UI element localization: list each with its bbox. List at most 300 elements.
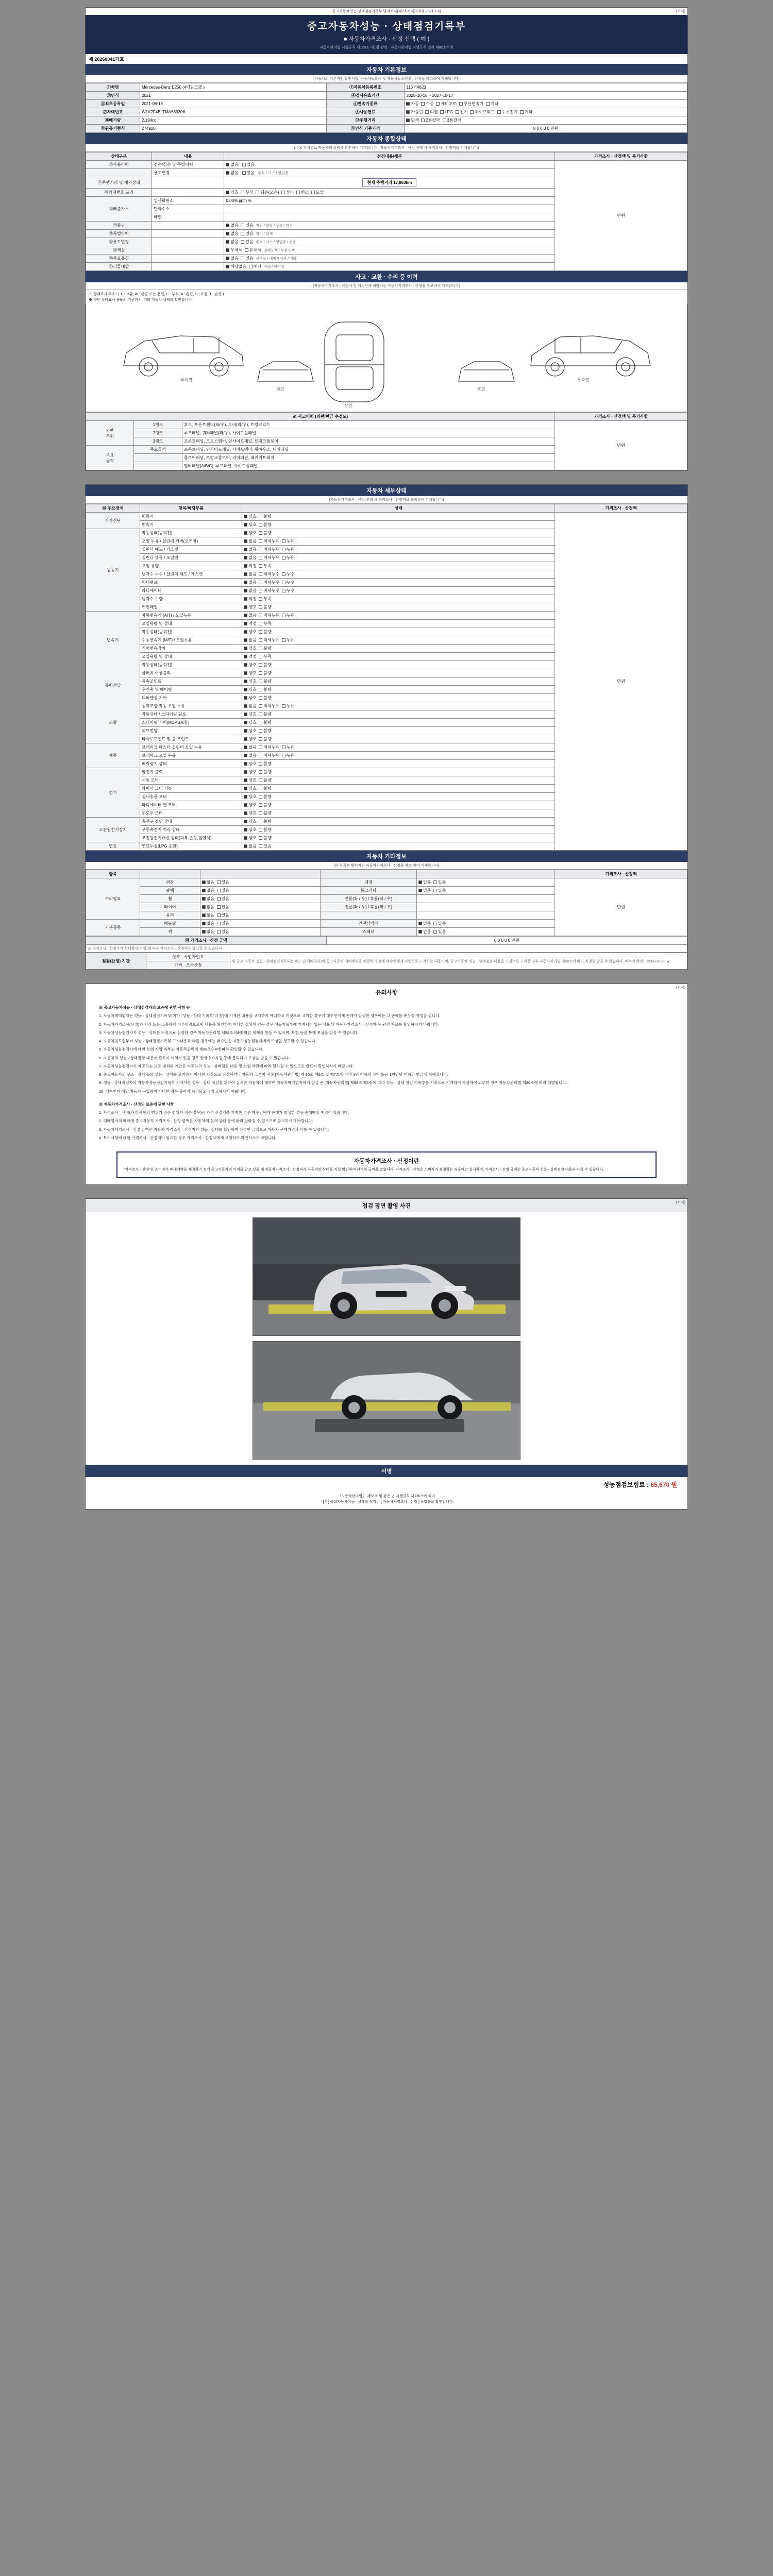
chk-불량[interactable]: 불량 (259, 630, 274, 634)
notice-item-1-2: 3. 자동차성능점검자가 성능 · 상태를 거짓으로 점검한 경우 자동차관리법 제58조의4에 따른 제재를 받을 수 있으며, 보험 등을 통해 보상을 받을 수 있습니다. (99, 1030, 359, 1035)
chk-양호[interactable]: 양호 (244, 630, 259, 634)
detail-item-5-0: 브레이크 마스터 실린더 오일 누유 (140, 743, 242, 752)
chk-미세누유[interactable]: 미세누유 (259, 539, 281, 544)
chk-불량[interactable]: 불량 (259, 514, 274, 519)
chk-누수[interactable]: 누수 (282, 588, 297, 593)
overall-detail-6 (224, 213, 555, 222)
other-part-0: 외장 (140, 878, 200, 887)
chk-없음[interactable]: 없음 (202, 929, 217, 934)
chk-painted[interactable]: 도말 (311, 190, 324, 195)
chk-불량[interactable]: 불량 (259, 761, 274, 766)
chk-yes[interactable]: 있음 (241, 231, 253, 236)
chk-누유[interactable]: 누유 (282, 638, 297, 642)
chk-없음[interactable]: 없음 (202, 880, 217, 885)
other-checks2-0 (416, 878, 554, 887)
chk-있음[interactable]: 있음 (433, 880, 448, 885)
chk-불량[interactable]: 불량 (259, 770, 274, 774)
chk-없음[interactable]: 없음 (202, 888, 217, 893)
detail-group-1: 원동기 (86, 529, 140, 612)
detail-item-3-1: 등속조인트 (140, 677, 242, 686)
detail-item-1-3: 실린더 블록 / 오일팬 (140, 554, 242, 562)
overall-group-7: ⑳튜닝 (86, 222, 152, 230)
detail-checks-2-3 (242, 636, 555, 645)
overall-item-8 (152, 230, 224, 238)
chk-불량[interactable]: 불량 (259, 531, 274, 535)
chk-누유[interactable]: 누유 (282, 745, 297, 750)
inspection-photo-underbody (253, 1341, 520, 1460)
detail-item-5-2: 배력장치 상태 (140, 760, 242, 768)
table-row (86, 83, 687, 92)
chk-없음[interactable]: 없음 (244, 745, 259, 750)
seller-key-1: 가격 · 조사산정 (146, 961, 230, 970)
chk-없음[interactable]: 없음 (418, 888, 433, 893)
chk-color-single[interactable]: 단색 (406, 118, 418, 123)
other-col-3 (321, 870, 417, 878)
sheet-photos (85, 1198, 688, 1510)
chk-양호[interactable]: 양호 (244, 679, 259, 684)
detail-checks-0-0 (242, 513, 555, 521)
other-checks-5 (200, 920, 320, 928)
photo-footnote-2: 「[ Y ] 중고자동차성능 · 상태를 점검」 [ 자동차가격조사 · 산정 ] 하였음을 확인합니다. (319, 1500, 454, 1504)
chk-없음[interactable]: 없음 (418, 880, 433, 885)
chk-양호[interactable]: 양호 (244, 605, 259, 609)
detail-col-0: ㉖ 주요장치 (86, 504, 140, 513)
detail-checks-1-5 (242, 570, 555, 579)
chk-미세누유[interactable]: 미세누유 (259, 613, 281, 618)
chk-none[interactable]: 없음 (226, 223, 238, 228)
accident-section-bar: 사고 · 교환 · 수리 등 이력 (86, 271, 687, 282)
chk-none[interactable]: 없음 (226, 256, 238, 261)
notice-body (86, 999, 687, 1145)
total-value: 0 0 0 0 0 만원 (326, 937, 687, 945)
panel-group-label: 외판 부위 (86, 421, 134, 446)
basic-label-3: ⑦차대번호 (86, 108, 140, 116)
chk-불량[interactable]: 불량 (259, 803, 274, 807)
basic-label2-1: ④검사유효기간 (326, 92, 405, 100)
basic-value2-1: 2025-10-18 ~ 2027-10-17 (405, 92, 687, 100)
chk-있음[interactable]: 있음 (217, 905, 232, 909)
table-row (86, 92, 687, 100)
chk-none[interactable]: 없음 (226, 162, 238, 167)
chk-불량[interactable]: 불량 (259, 671, 274, 675)
basic-label-1: ③연식 (86, 92, 140, 100)
other-part-3: 타이어 (140, 903, 200, 911)
svg-text:우측면: 우측면 (577, 378, 590, 382)
chk-미세누유[interactable]: 미세누유 (259, 745, 281, 750)
chk-양호[interactable]: 양호 (244, 646, 259, 651)
basic-label2-0: ②자동차등록번호 (326, 83, 405, 92)
notice-sub-1: ※ 중고자동차성능 · 상태점검자의 보증에 관한 사항 등 (99, 1005, 190, 1010)
chk-양호[interactable]: 양호 (244, 671, 259, 675)
detail-item-4-4: 타이로드엔드 및 볼 조인트 (140, 735, 242, 743)
chk-color-3tone[interactable]: 3톤칼라 (443, 118, 462, 123)
frame-rank-2 (134, 462, 182, 470)
chk-있음[interactable]: 있음 (217, 929, 232, 934)
other-section-bar: 자동차 기타정보 (86, 851, 687, 862)
doc-number: 제 20260041가호 (89, 57, 124, 62)
chk-불량[interactable]: 불량 (259, 522, 274, 527)
table-row (86, 513, 687, 521)
chk-적정[interactable]: 적정 (244, 654, 259, 659)
table-header-row (86, 870, 687, 878)
detail-group-5: 제동 (86, 743, 140, 768)
chk-auto[interactable]: 자동 (406, 101, 418, 106)
detail-item-2-4: 기어변속장치 (140, 645, 242, 653)
sheet-tag: (서식) (676, 1200, 685, 1205)
chk-양호[interactable]: 양호 (244, 687, 259, 692)
overall-checks-3 (224, 189, 555, 197)
chk-fuel-etc[interactable]: 기타 (520, 110, 532, 114)
chk-없음[interactable]: 없음 (244, 555, 259, 560)
chk-없음[interactable]: 없음 (202, 921, 217, 926)
overall-col-0: 상태구분 (86, 152, 152, 161)
overall-section-sub: (주요 장치별로 자동차의 상태를 확인하여 기재합니다 · 자동차가격조사 · 산정 선택 시 가격조사 · 산정액을 기재합니다) (86, 144, 687, 152)
chk-부족[interactable]: 부족 (259, 654, 274, 659)
chk-양호[interactable]: 양호 (244, 794, 259, 799)
chk-불량[interactable]: 불량 (259, 728, 274, 733)
chk-hybrid[interactable]: 하이브리드 (470, 110, 495, 114)
chk-diff[interactable]: 상이 (281, 190, 294, 195)
overall-col-1: 내용 (152, 152, 224, 161)
detail-checks-3-1 (242, 677, 555, 686)
doc-title: 중고자동차성능 · 상태점검기록부 (307, 21, 466, 32)
chk-있음[interactable]: 있음 (217, 888, 232, 893)
chk-etc[interactable]: 기타 (486, 101, 498, 106)
table-row (86, 161, 687, 169)
notice-item-3-1: 2. 매매업자의 매매에 중고자동차 가격조사 · 산정 금액은 자동차의 현재 상태 등에 따라 달라질 수 있으므로 참고하시기 바랍니다. (99, 1118, 313, 1124)
chk-없음[interactable]: 없음 (202, 905, 217, 909)
chk-불량[interactable]: 불량 (259, 720, 274, 725)
table-row (86, 953, 687, 961)
chk-none[interactable]: 없음 (226, 231, 238, 236)
chk-양호[interactable]: 양호 (244, 522, 259, 527)
chk-부족[interactable]: 부족 (259, 564, 274, 568)
chk-양호[interactable]: 양호 (244, 819, 259, 824)
chk-양호[interactable]: 양호 (244, 803, 259, 807)
detail-checks-1-8 (242, 595, 555, 603)
notice-item-1-5: 6. 자동차의 성능 · 상태점검 내용에 관하여 이의가 있을 경우 한국소비자원 등에 문의하여 보상을 받을 수 있습니다. (99, 1055, 290, 1060)
chk-양호[interactable]: 양호 (244, 531, 259, 535)
detail-item-1-6: 워터펌프 (140, 579, 242, 587)
chk-양호[interactable]: 양호 (244, 696, 259, 700)
chk-미세누유[interactable]: 미세누유 (259, 753, 281, 758)
other-col-0: 항목 (86, 870, 140, 878)
chk-good[interactable]: 양호 (226, 190, 238, 195)
chk-불량[interactable]: 불량 (259, 786, 274, 791)
detail-checks-1-3 (242, 554, 555, 562)
chk-있음[interactable]: 있음 (433, 888, 448, 893)
chk-양호[interactable]: 양호 (244, 761, 259, 766)
chk-불량[interactable]: 불량 (259, 778, 274, 783)
table-row (86, 945, 687, 953)
chk-양호[interactable]: 양호 (244, 836, 259, 840)
panel-parts-2: 프론트패널, 크로스멤버, 인사이드패널, 트렁크플로어 (182, 437, 555, 446)
sheet-tag: (서식) (676, 986, 685, 990)
overall-item-9 (152, 238, 224, 246)
chk-미세누유[interactable]: 미세누유 (259, 555, 281, 560)
chk-forged[interactable]: 변조 (296, 190, 309, 195)
chk-양호[interactable]: 양호 (244, 778, 259, 783)
chk-있음[interactable]: 있음 (217, 880, 232, 885)
chk-applies[interactable]: 해당 (249, 264, 261, 269)
other-part-5: 매뉴얼 (140, 920, 200, 928)
other-checks2-4 (416, 911, 554, 920)
detail-item-1-5: 냉각수 누수 / 실린더 헤드 / 가스켓 (140, 570, 242, 579)
detail-item-6-0: 발전기 출력 (140, 768, 242, 776)
chk-gasoline[interactable]: 가솔린 (406, 110, 423, 114)
detail-checks-7-0 (242, 818, 555, 826)
svg-text:전면: 전면 (276, 387, 284, 392)
overall-item-7 (152, 222, 224, 230)
detail-item-2-6: 작동상태(공회전) (140, 661, 242, 669)
chk-불량[interactable]: 불량 (259, 696, 274, 700)
chk-양호[interactable]: 양호 (244, 720, 259, 725)
panel-parts-0: 후드, 프론트펜더(좌/우), 도어(좌/우), 트렁크리드 (182, 421, 555, 429)
chk-color-2tone[interactable]: 2톤칼라 (421, 118, 440, 123)
chk-있음[interactable]: 있음 (433, 929, 448, 934)
chk-불량[interactable]: 불량 (259, 737, 274, 741)
detail-price: 만원 (555, 513, 687, 851)
table-row (86, 100, 687, 108)
chk-electric[interactable]: 전기 (456, 110, 468, 114)
detail-group-4: 조향 (86, 702, 140, 743)
other-checks-6 (200, 928, 320, 936)
other-part2-5: 안전삼각대 (321, 920, 417, 928)
chk-yes[interactable]: 있음 (241, 240, 253, 244)
chk-누유[interactable]: 누유 (282, 613, 297, 618)
overall-checks-8 (224, 230, 555, 238)
basic-seat-value: 0 0 0 0 0 만원 (405, 125, 687, 133)
chk-없음[interactable]: 없음 (418, 929, 433, 934)
svg-text:후면: 후면 (477, 387, 485, 392)
overall-state-table (86, 152, 687, 271)
other-col-4 (416, 870, 554, 878)
chk-누유[interactable]: 누유 (282, 753, 297, 758)
chk-none[interactable]: 없음 (226, 240, 238, 244)
chk-yes[interactable]: 있음 (241, 256, 253, 261)
overall-group-8: ㉑특별이력 (86, 230, 152, 238)
overall-group-11: ㉔주요옵션 (86, 255, 152, 263)
table-header-row (86, 413, 687, 421)
basic-seat-label: ⑮연식 기준가격 (326, 125, 405, 133)
chk-achromatic[interactable]: 무채색 (226, 248, 242, 252)
chk-없음[interactable]: 없음 (244, 753, 259, 758)
detail-item-5-1: 브레이크 오일 누유 (140, 752, 242, 760)
chk-damage[interactable]: 훼손(오손) (256, 190, 279, 195)
chk-누수[interactable]: 누수 (282, 580, 297, 585)
chk-미세누수[interactable]: 미세누수 (259, 588, 281, 593)
inspection-photo-front (253, 1217, 520, 1336)
detail-checks-3-2 (242, 686, 555, 694)
chk-yes[interactable]: 있음 (241, 223, 253, 228)
chk-있음[interactable]: 있음 (217, 921, 232, 926)
basic-value-5: 2,194cc (140, 116, 327, 125)
detail-item-1-4: 오일 유량 (140, 562, 242, 570)
chk-양호[interactable]: 양호 (244, 663, 259, 667)
overall-detail-11: 선루프 / 내비게이션 / 기타 (256, 257, 297, 261)
detail-group-6: 전기 (86, 768, 140, 818)
chk-cvt[interactable]: 무단변속기 (459, 101, 484, 106)
basic-color-checks (405, 116, 687, 125)
chk-양호[interactable]: 양호 (244, 811, 259, 816)
svg-text:좌측면: 좌측면 (180, 378, 193, 382)
chk-부족[interactable]: 부족 (259, 597, 274, 601)
chk-corrosion[interactable]: 부식 (241, 190, 253, 195)
other-part2-3: 전륜(좌 / 우) / 후륜(좌 / 우) (321, 903, 417, 911)
chk-불량[interactable]: 불량 (259, 794, 274, 799)
basic-label2-5: ⑫주행거리 (326, 116, 405, 125)
table-row (86, 116, 687, 125)
chk-불량[interactable]: 불량 (259, 679, 274, 684)
other-part-4: 유리 (140, 911, 200, 920)
chk-불량[interactable]: 불량 (259, 646, 274, 651)
chk-없음[interactable]: 없음 (244, 547, 259, 552)
chk-양호[interactable]: 양호 (244, 737, 259, 741)
chk-manual[interactable]: 수동 (421, 101, 433, 106)
chk-불량[interactable]: 불량 (259, 687, 274, 692)
chk-불량[interactable]: 불량 (259, 819, 274, 824)
panel-rank-2: 3랭크 (134, 437, 182, 446)
chk-없음[interactable]: 없음 (244, 580, 259, 585)
detail-section-bar: 자동차 세부상태 (86, 485, 687, 496)
overall-item-4: 일산화탄소 (152, 197, 224, 205)
notice-item-1-1: 2. 자동차가격조사(산정)가 거짓 또는 소홀하게 이루어짐으로써 내용을 확인하지 아니한 상황이 있는 경우 성능기록부에 기재되어 있는 내용 및 자동차가격조사 · 산정자 등 관련 자료를 확인하시기 바랍니다. (99, 1022, 439, 1027)
detail-item-6-1: 시동 모터 (140, 776, 242, 785)
notice-item-1-0: 1. 자동차매매업자는 성능 · 상태점검기록부(이하 "성능 · 상태 기록부"라 함)에 기재된 내용을 고지하지 아니하고 거짓으로 고지할 경우에 매수인에게 손해가 발생한 경우에는 그 손해를 배상할 책임을 집니다. (99, 1013, 441, 1019)
chk-누유[interactable]: 누유 (282, 555, 297, 560)
detail-checks-2-5 (242, 653, 555, 661)
chk-적정[interactable]: 적정 (244, 597, 259, 601)
chk-미세누유[interactable]: 미세누유 (259, 638, 281, 642)
chk-없음[interactable]: 없음 (244, 613, 259, 618)
chk-없음[interactable]: 없음 (244, 539, 259, 544)
chk-있음[interactable]: 있음 (433, 921, 448, 926)
detail-checks-1-1 (242, 537, 555, 546)
detail-checks-3-3 (242, 694, 555, 702)
notice-item-3-2: 3. 자동차가격조사 · 산정 금액은 자동차 가격조사 · 산정자가 성능 · 상태를 확인하여 산정한 금액으로 자동차 구매가격과 다를 수 있습니다. (99, 1127, 329, 1132)
chk-불량[interactable]: 불량 (259, 663, 274, 667)
photo-front-svg (253, 1218, 520, 1336)
chk-양호[interactable]: 양호 (244, 712, 259, 717)
chk-hydrogen[interactable]: 수소전기 (497, 110, 518, 114)
chk-없음[interactable]: 없음 (244, 572, 259, 577)
table-header-row (86, 504, 687, 513)
other-part-1: 광택 (140, 887, 200, 895)
notice-item-2-1: 9. 성능 · 상태점검자의 자동차성능점검기록부 기재사항 성능 · 상태 점검을 위하여 실시한 자동차에 대하여 자동차매매업자에게 발급 준 [자동차관리법] 제58조 제1항에 따라 성능 · 상태 점검 기록부를 거짓으로 기재하여 작성하여 교부한 경우 자동차관리법 제80조에 따라 처벌됩니다. (99, 1080, 567, 1086)
overall-group-9: ㉒용도변경 (86, 238, 152, 246)
chk-불량[interactable]: 불량 (259, 811, 274, 816)
chk-누유[interactable]: 누유 (282, 539, 297, 544)
chk-lpg[interactable]: LPG (440, 110, 453, 114)
chk-미세누유[interactable]: 미세누유 (259, 704, 281, 708)
frame-rank-0: 주요골격 (134, 446, 182, 454)
chk-none[interactable]: 없음 (226, 171, 238, 175)
chk-적정[interactable]: 적정 (244, 564, 259, 568)
detail-group-2: 변속기 (86, 612, 140, 669)
mileage-value: 현재 주행거리 17,863km (362, 178, 416, 187)
detail-col-2: 상태 (242, 504, 555, 513)
accident-section-sub: (자동차가격조사 · 산정자 및 매수인에 해당하는 자동차가격조사 · 산정을 참고하여 기재합니다) (86, 282, 687, 290)
chk-diesel[interactable]: 디젤 (425, 110, 438, 114)
chk-없음[interactable]: 없음 (244, 588, 259, 593)
other-price: 만원 (555, 878, 687, 936)
chk-없음[interactable]: 없음 (202, 913, 217, 918)
chk-있음[interactable]: 있음 (259, 844, 274, 849)
chk-양호[interactable]: 양호 (244, 770, 259, 774)
chk-부족[interactable]: 부족 (259, 621, 274, 626)
chk-있음[interactable]: 있음 (217, 896, 232, 901)
detail-group-7: 고전원전기장치 (86, 818, 140, 842)
basic-value-3: W1K2F4BLTMA669306 (140, 108, 327, 116)
chk-yes[interactable]: 있음 (242, 171, 255, 175)
other-group-0: 수리필요 (86, 878, 140, 920)
chk-양호[interactable]: 양호 (244, 786, 259, 791)
detail-item-4-1: 작동상태 / 스티어링 펌프 (140, 710, 242, 719)
chk-있음[interactable]: 있음 (217, 913, 232, 918)
chk-없음[interactable]: 없음 (244, 704, 259, 708)
detail-col-3: 가격조사 · 산정액 (555, 504, 687, 513)
seller-table (86, 953, 687, 970)
overall-group-4: ⑲배출가스 (86, 197, 152, 222)
detail-checks-4-1 (242, 710, 555, 719)
chk-chromatic[interactable]: 유채색 (245, 248, 261, 252)
chk-누유[interactable]: 누유 (282, 704, 297, 708)
overall-group-12: ㉕리콜대상 (86, 263, 152, 271)
chk-미세누유[interactable]: 미세누유 (259, 547, 281, 552)
chk-누수[interactable]: 누수 (282, 572, 297, 577)
chk-없음[interactable]: 없음 (202, 896, 217, 901)
basic-info-table (86, 83, 687, 133)
sheet-tag: (서식) (676, 10, 685, 13)
chk-미세누수[interactable]: 미세누수 (259, 572, 281, 577)
chk-불량[interactable]: 불량 (259, 836, 274, 840)
chk-미세누수[interactable]: 미세누수 (259, 580, 281, 585)
chk-없음[interactable]: 없음 (244, 844, 259, 849)
car-diagram-svg (103, 304, 670, 410)
chk-semi[interactable]: 세미오토 (436, 101, 457, 106)
detail-checks-4-0 (242, 702, 555, 710)
other-checks-3 (200, 903, 320, 911)
basic-label2-2: ⑥변속기종류 (326, 100, 405, 108)
overall-item-6: 매연 (152, 213, 224, 222)
chk-없음[interactable]: 없음 (244, 638, 259, 642)
detail-item-3-2: 추진축 및 베어링 (140, 686, 242, 694)
chk-불량[interactable]: 불량 (259, 605, 274, 609)
other-checks-2 (200, 895, 320, 903)
chk-양호[interactable]: 양호 (244, 514, 259, 519)
chk-적정[interactable]: 적정 (244, 621, 259, 626)
notice-item-3-3: 4. 특기사항에 대한 가격조사 · 산정액이 필요한 경우 가격조사 · 산정자에게 요청하여 확인하시기 바랍니다. (99, 1135, 277, 1140)
other-group-5: 기본품목 (86, 920, 140, 936)
chk-없음[interactable]: 없음 (418, 921, 433, 926)
overall-item-2 (152, 177, 224, 189)
chk-양호[interactable]: 양호 (244, 827, 259, 832)
panel-parts-1: 루프패널, 쿼터패널(좌/우), 사이드실패널 (182, 429, 555, 437)
chk-na[interactable]: 해당없음 (226, 264, 246, 269)
detail-item-1-7: 라디에이터 (140, 587, 242, 595)
chk-누유[interactable]: 누유 (282, 547, 297, 552)
total-label: ㉘ 가격조사 · 산정 금액 (86, 937, 327, 945)
notice-sub-2: ※ 자동차가격조사 · 산정의 보증에 관한 사항 (99, 1101, 174, 1107)
doc-subtitle: ■ 자동차가격조사 · 산정 선택 ( 예 ) (343, 36, 430, 42)
chk-불량[interactable]: 불량 (259, 712, 274, 717)
overall-detail-1: 렌트 / 리스 / 영업용 (258, 172, 289, 175)
detail-group-8: 연료 (86, 842, 140, 851)
chk-양호[interactable]: 양호 (244, 728, 259, 733)
chk-yes[interactable]: 있음 (242, 162, 255, 167)
detail-item-7-2: 고전원전기배선 상태(피복,손상,절연체) (140, 834, 242, 842)
chk-불량[interactable]: 불량 (259, 827, 274, 832)
